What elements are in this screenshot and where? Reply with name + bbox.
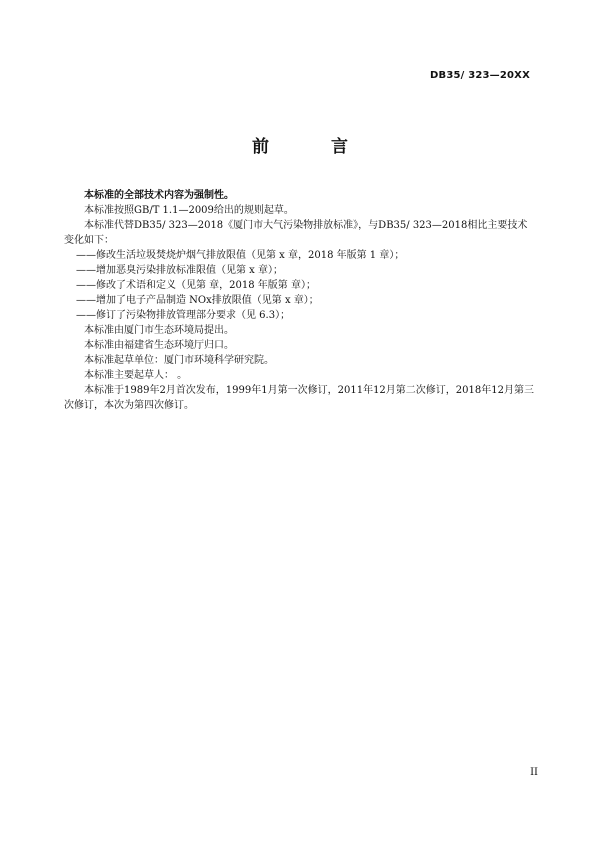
change-item: ——修改了术语和定义（见第 章，2018 年版第 章）； xyxy=(76,280,316,291)
drafting-rules: 本标准按照GB/T 1.1—2009给出的规则起草。 xyxy=(84,205,294,216)
page-number: II xyxy=(530,767,538,778)
centralized-by-statement: 本标准由福建省生态环境厅归口。 xyxy=(84,340,234,351)
foreword-body xyxy=(64,188,534,413)
replacement-statement: 本标准代替DB35/ 323—2018《厦门市大气污染物排放标准》，与DB35/ 323—2018相比主要技术变化如下： xyxy=(64,220,528,246)
mandatory-statement: 本标准的全部技术内容为强制性。 xyxy=(84,190,234,201)
change-item: ——增加恶臭污染排放标准限值（见第 x 章）； xyxy=(76,265,283,276)
document-code: DB35/ 323—20XX xyxy=(430,70,530,81)
revision-history: 本标准于1989年2月首次发布，1999年1月第一次修订，2011年12月第二次修订，2018年12月第三次修订，本次为第四次修订。 xyxy=(64,385,534,411)
page-title: 前 言 xyxy=(252,137,376,157)
change-item: ——修订了污染物排放管理部分要求（见 6.3）； xyxy=(76,310,291,321)
change-item: ——修改生活垃圾焚烧炉烟气排放限值（见第 x 章，2018 年版第 1 章）； xyxy=(76,250,405,261)
change-list xyxy=(64,248,534,323)
drafting-unit: 本标准起草单位：厦门市环境科学研究院。 xyxy=(84,355,274,366)
main-drafters: 本标准主要起草人： 。 xyxy=(84,370,188,381)
proposer-statement: 本标准由厦门市生态环境局提出。 xyxy=(84,325,234,336)
change-item: ——增加了电子产品制造 NOx排放限值（见第 x 章）； xyxy=(76,295,319,306)
